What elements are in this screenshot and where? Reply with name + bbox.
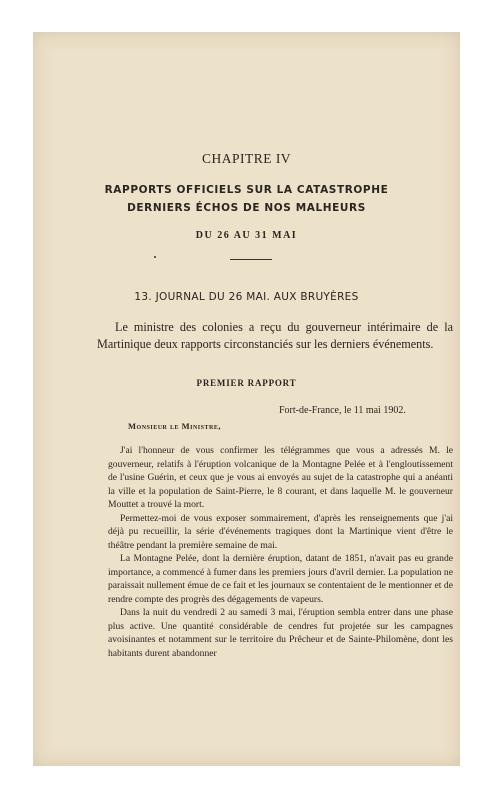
chapter-title-line-2: DERNIERS ÉCHOS DE NOS MALHEURS — [127, 202, 366, 214]
chapter-heading: CHAPITRE IV — [201, 151, 292, 166]
salutation: Monsieur le Ministre, — [128, 421, 221, 431]
paragraph: La Montagne Pelée, dont la dernière éruption, datant de 1851, n'avait pas eu grande importance, a commencé à fumer dans les premiers jours d'avril dernier. La population ne paraissait nullement émue de ce fait et les journaux se contentaient de le mentionner et de rendre compte des progrès des dégagements de vapeurs. — [108, 553, 453, 605]
paragraph: Dans la nuit du vendredi 2 au samedi 3 mai, l'éruption sembla entrer dans une phase plus active. Une quantité considérable de cendres fut projetée sur les campagnes avoisinantes et notamment sur le territoire du Prêcheur et de Sainte-Philomène, dont les habitants durent abandonner — [108, 607, 453, 659]
place-date: Fort-de-France, le 11 mai 1902. — [279, 405, 406, 416]
ink-dot — [154, 256, 156, 258]
paragraph: Permettez-moi de vous exposer sommairement, d'après les renseignements que j'ai déjà pu recueillir, la série d'événements tragiques dont la Martinique vient d'être le théâtre pendant la première semaine de mai. — [108, 512, 453, 551]
chapter-title-line-1: RAPPORTS OFFICIELS SUR LA CATASTROPHE — [104, 184, 389, 196]
intro-paragraph: Le ministre des colonies a reçu du gouverneur intérimaire de la Martinique deux rapports circonstanciés sur les derniers événements. — [97, 320, 453, 351]
section-heading: 13. JOURNAL DU 26 MAI. AUX BRUYÈRES — [134, 291, 359, 303]
report-title: PREMIER RAPPORT — [196, 378, 297, 388]
paragraph: J'ai l'honneur de vous confirmer les télégrammes que vous a adressés M. le gouverneur, relatifs à l'éruption volcanique de la Montagne Pelée et à l'engloutissement de l'usine Guérin, et ceux que je vous ai envoyés au sujet de la catastrophe qui a anéanti la ville et la population de Saint-Pierre, le 8 courant, et dans laquelle M. le gouverneur Mouttet a trouvé la mort. — [108, 445, 453, 510]
book-page — [33, 32, 460, 766]
date-range: DU 26 AU 31 MAI — [195, 230, 298, 241]
separator-rule — [230, 259, 272, 260]
letter-body — [108, 444, 453, 660]
